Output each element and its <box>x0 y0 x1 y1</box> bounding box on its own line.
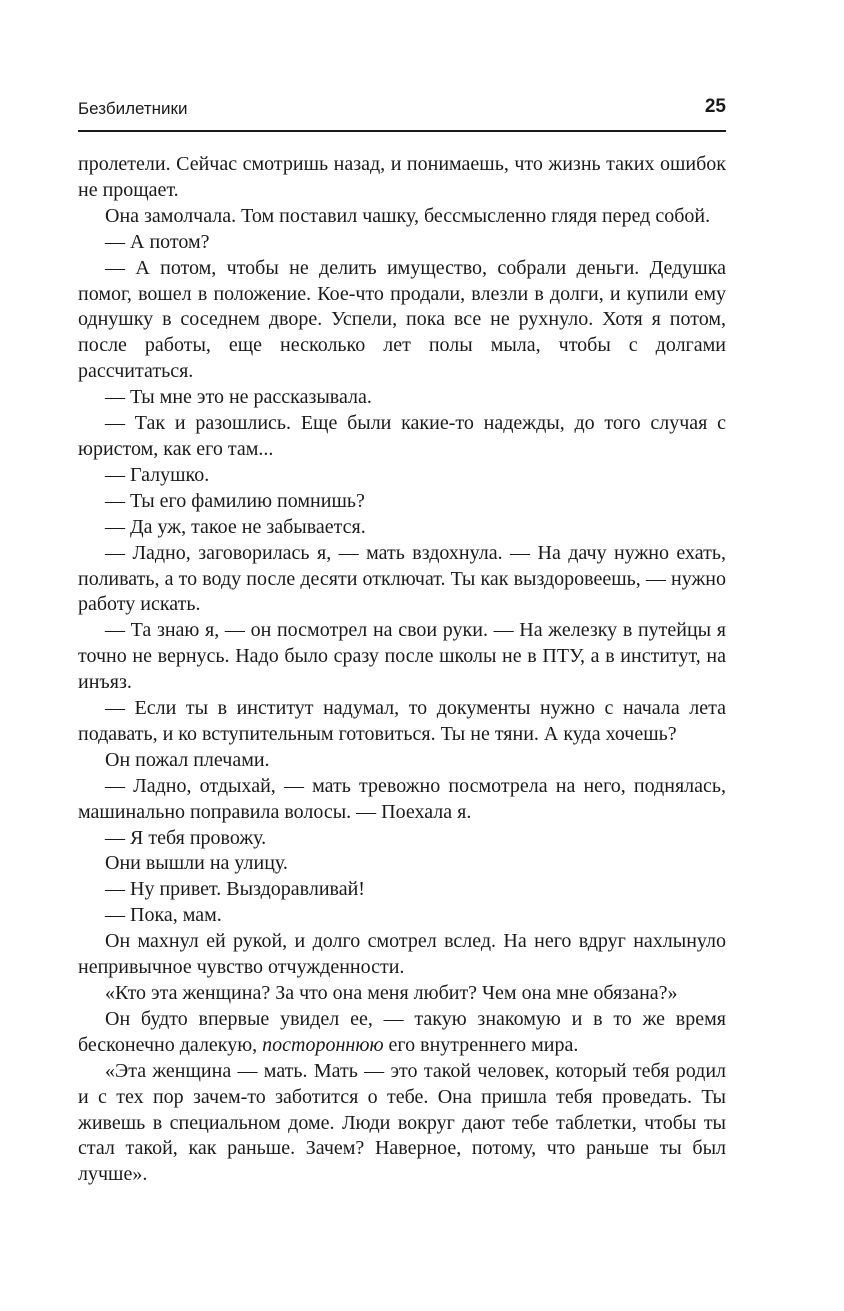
dialogue-line: — А потом, чтобы не делить имущество, собрали деньги. Дедушка помог, вошел в положение. Кое-что продали, влезли в долги, и купили ему однушку в соседнем дворе. Успели, пока все не рухнуло. Хотя я потом, после работы, еще несколько лет полы мыла, чтобы с долгами рассчитаться. <box>78 256 726 383</box>
dialogue-line: — Так и разошлись. Еще были какие-то надежды, до того случая с юристом, как его там... <box>78 412 726 460</box>
paragraph: Он пожал плечами. <box>105 748 270 771</box>
paragraph: Она замолчала. Том поставил чашку, бессмысленно глядя перед собой. <box>105 204 711 227</box>
dialogue-line: — Ладно, отдыхай, — мать тревожно посмотрела на него, поднялась, машинально поправила волосы. — Поехала я. <box>78 774 726 823</box>
dialogue-line: — Та знаю я, — он посмотрел на свои руки. — На железку в путейцы я точно не вернусь. Надо было сразу после школы не в ПТУ, а в институт, на инъяз. <box>78 619 726 694</box>
dialogue-line: — Пока, мам. <box>105 904 222 927</box>
paragraph: Они вышли на улицу. <box>105 852 288 875</box>
running-title: Безбилетники <box>78 99 188 118</box>
quoted-thought: «Эта женщина — мать. Мать — это такой человек, который тебя родил и с тех пор зачем-то заботится о тебе. Она пришла тебя проведать. Ты живешь в специальном доме. Люди вокруг дают тебе таблетки, чтобы ты стал такой, как раньше. Зачем? Наверное, потому, что раньше ты был лучше». <box>78 1059 726 1186</box>
paragraph-tail: его внутреннего мира. <box>388 1033 579 1056</box>
paragraph-text: Он будто впервые увидел ее, — такую знакомую и в то же время бесконечно далекую, <box>78 1007 726 1056</box>
dialogue-line: — Да уж, такое не забывается. <box>105 515 366 538</box>
dialogue-line: — Галушко. <box>105 463 210 486</box>
body-text <box>78 152 726 1188</box>
page-number: 25 <box>704 96 726 117</box>
paragraph: пролетели. Сейчас смотришь назад, и понимаешь, что жизнь таких ошибок не прощает. <box>78 153 726 201</box>
dialogue-line: — Ты мне это не рассказывала. <box>105 386 372 409</box>
dialogue-line: — Если ты в институт надумал, то документы нужно с начала лета подавать, и ко вступительным готовиться. Ты не тяни. А куда хочешь? <box>78 697 726 745</box>
paragraph: Он махнул ей рукой, и долго смотрел вслед. На него вдруг нахлынуло непривычное чувство отчужденности. <box>78 930 726 979</box>
dialogue-line: — А потом? <box>105 230 210 253</box>
quoted-thought: «Кто эта женщина? За что она меня любит? Чем она мне обязана?» <box>105 982 678 1004</box>
dialogue-line: — Я тебя провожу. <box>105 826 267 849</box>
paragraph-with-emphasis <box>78 1007 726 1059</box>
emphasized-word: постороннюю <box>262 1033 384 1056</box>
dialogue-line: — Ладно, заговорилась я, — мать вздохнула. — На дачу нужно ехать, поливать, а то воду после десяти отключат. Ты как выздоровеешь, — нужно работу искать. <box>78 541 726 616</box>
running-header <box>78 96 726 132</box>
dialogue-line: — Ну привет. Выздоравливай! <box>105 878 365 901</box>
dialogue-line: — Ты его фамилию помнишь? <box>105 489 365 512</box>
